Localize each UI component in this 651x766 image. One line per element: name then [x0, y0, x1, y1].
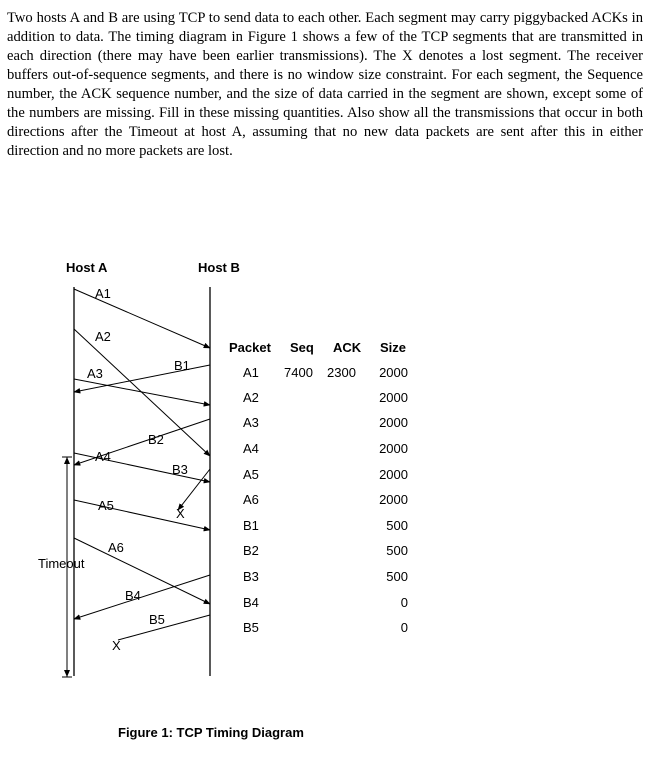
cell-packet: A4 — [243, 441, 259, 456]
table-row — [243, 390, 408, 405]
table-row — [243, 518, 408, 533]
table-row — [243, 467, 408, 482]
lost-marker-b3: X — [176, 506, 185, 521]
table-header-packet: Packet — [229, 340, 271, 355]
table-row — [243, 492, 408, 507]
table-row — [243, 595, 408, 610]
table-row — [243, 365, 408, 380]
cell-packet: B3 — [243, 569, 259, 584]
cell-size: 0 — [400, 620, 408, 635]
cell-packet: A3 — [243, 415, 259, 430]
timeout-arrowhead-up — [64, 457, 70, 464]
segment-B4-arrow — [74, 575, 210, 619]
label-A4: A4 — [95, 449, 111, 464]
label-A5: A5 — [98, 498, 114, 513]
cell-size: 2000 — [379, 467, 408, 482]
cell-packet: A5 — [243, 467, 259, 482]
cell-packet: A1 — [243, 365, 259, 380]
label-B3: B3 — [172, 462, 188, 477]
segment-A5-arrow — [74, 500, 210, 530]
host-b-label: Host B — [198, 260, 240, 275]
table-header-seq: Seq — [290, 340, 314, 355]
label-A3: A3 — [87, 366, 103, 381]
cell-size: 2000 — [379, 365, 408, 380]
cell-packet: B2 — [243, 543, 259, 558]
cell-packet: A2 — [243, 390, 259, 405]
table-row — [243, 569, 408, 584]
table-row — [243, 620, 408, 635]
timeout-arrowhead-down — [64, 670, 70, 677]
cell-size: 2000 — [379, 415, 408, 430]
label-B4: B4 — [125, 588, 141, 603]
segment-A6-arrow — [74, 538, 210, 604]
cell-ack: 2300 — [327, 365, 356, 380]
problem-statement: Two hosts A and B are using TCP to send data to each other. Each segment may carry piggybacked ACKs in addition to data. The timing diagram in Figure 1 shows a few of the TCP segments that are transmitted in each direction (there may have been earlier transmissions). The X denotes a lost segment. The receiver buffers out-of-sequence segments, and there is no window size constraint. For each segment, the Sequence number, the ACK sequence number, and the size of data carried in the segment are shown, except some of the numbers are missing. Fill in these missing quantities. Also show all the transmissions that occur in both directions after the Timeout at host A, assuming that no new data packets are sent after this in either direction and no more packets are lost. — [7, 10, 643, 159]
segment-table — [229, 340, 408, 635]
table-row — [243, 415, 408, 430]
segment-A3-arrow — [74, 379, 210, 405]
figure-caption: Figure 1: TCP Timing Diagram — [118, 725, 304, 740]
label-B2: B2 — [148, 432, 164, 447]
label-B1: B1 — [174, 358, 190, 373]
cell-size: 2000 — [379, 492, 408, 507]
cell-size: 500 — [386, 543, 408, 558]
cell-size: 2000 — [379, 441, 408, 456]
label-A2: A2 — [95, 329, 111, 344]
cell-packet: A6 — [243, 492, 259, 507]
cell-size: 2000 — [379, 390, 408, 405]
cell-size: 0 — [400, 595, 408, 610]
cell-size: 500 — [386, 518, 408, 533]
table-row — [243, 441, 408, 456]
label-A6: A6 — [108, 540, 124, 555]
label-A1: A1 — [95, 286, 111, 301]
table-header-size: Size — [379, 340, 406, 355]
label-B5: B5 — [149, 612, 165, 627]
cell-packet: B4 — [243, 595, 259, 610]
table-header-ack: ACK — [333, 340, 362, 355]
timeout-label: Timeout — [38, 556, 85, 571]
host-a-label: Host A — [66, 260, 108, 275]
lost-marker-b5: X — [112, 638, 121, 653]
table-row — [243, 543, 408, 558]
cell-packet: B5 — [243, 620, 259, 635]
cell-size: 500 — [386, 569, 408, 584]
cell-packet: B1 — [243, 518, 259, 533]
cell-seq: 7400 — [284, 365, 313, 380]
